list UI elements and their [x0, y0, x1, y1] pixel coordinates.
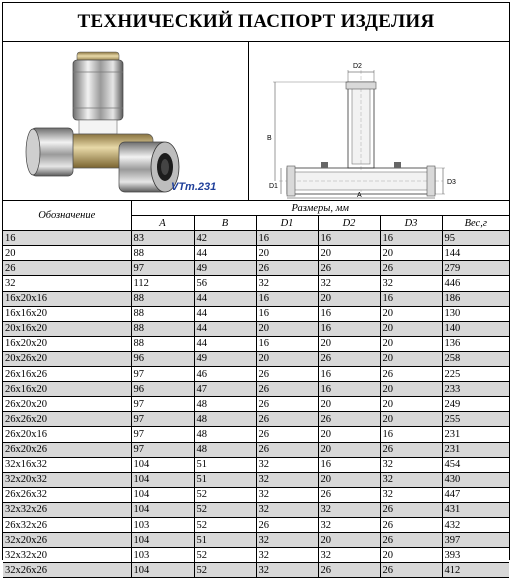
- value-cell: 26: [380, 367, 442, 382]
- value-cell: 103: [131, 548, 194, 563]
- value-cell: 95: [442, 231, 509, 246]
- technical-drawing: [249, 42, 509, 200]
- value-cell: 48: [194, 397, 256, 412]
- tee-dimension-diagram: [249, 42, 509, 200]
- column-header: A: [131, 216, 194, 231]
- value-cell: 48: [194, 442, 256, 457]
- label-d2: D2: [353, 63, 362, 70]
- value-cell: 26: [380, 533, 442, 548]
- value-cell: 233: [442, 382, 509, 397]
- designation-cell: 20x26x20: [3, 351, 131, 366]
- value-cell: 88: [131, 246, 194, 261]
- value-cell: 32: [318, 276, 380, 291]
- value-cell: 32: [256, 502, 318, 517]
- dimensions-header: Размеры, мм: [131, 201, 509, 216]
- designation-cell: 16x20x20: [3, 336, 131, 351]
- value-cell: 32: [256, 276, 318, 291]
- value-cell: 393: [442, 548, 509, 563]
- table-row: [3, 548, 509, 563]
- value-cell: 88: [131, 321, 194, 336]
- value-cell: 225: [442, 367, 509, 382]
- value-cell: 16: [318, 306, 380, 321]
- value-cell: 26: [380, 502, 442, 517]
- table-row: [3, 533, 509, 548]
- value-cell: 52: [194, 502, 256, 517]
- value-cell: 20: [256, 321, 318, 336]
- document-title: ТЕХНИЧЕСКИЙ ПАСПОРТ ИЗДЕЛИЯ: [3, 3, 509, 42]
- designation-cell: 32x20x26: [3, 533, 131, 548]
- product-passport: [2, 2, 510, 576]
- product-photo: [3, 42, 249, 200]
- value-cell: 32: [318, 548, 380, 563]
- value-cell: 96: [131, 351, 194, 366]
- table-row: [3, 351, 509, 366]
- value-cell: 446: [442, 276, 509, 291]
- value-cell: 140: [442, 321, 509, 336]
- value-cell: 32: [380, 487, 442, 502]
- value-cell: 20: [256, 351, 318, 366]
- table-row: [3, 427, 509, 442]
- value-cell: 32: [318, 517, 380, 532]
- product-images: [3, 42, 509, 201]
- value-cell: 255: [442, 412, 509, 427]
- table-row: [3, 517, 509, 532]
- table-row: [3, 261, 509, 276]
- value-cell: 96: [131, 382, 194, 397]
- table-row: [3, 472, 509, 487]
- value-cell: 447: [442, 487, 509, 502]
- value-cell: 97: [131, 442, 194, 457]
- value-cell: 26: [256, 427, 318, 442]
- value-cell: 32: [256, 533, 318, 548]
- value-cell: 97: [131, 261, 194, 276]
- value-cell: 26: [318, 412, 380, 427]
- designation-cell: 26x26x32: [3, 487, 131, 502]
- value-cell: 20: [380, 336, 442, 351]
- value-cell: 32: [318, 502, 380, 517]
- column-header: D1: [256, 216, 318, 231]
- value-cell: 52: [194, 517, 256, 532]
- column-header: D3: [380, 216, 442, 231]
- value-cell: 412: [442, 563, 509, 578]
- value-cell: 130: [442, 306, 509, 321]
- designation-cell: 16x16x20: [3, 306, 131, 321]
- value-cell: 32: [256, 563, 318, 578]
- value-cell: 16: [380, 291, 442, 306]
- value-cell: 16: [256, 231, 318, 246]
- designation-cell: 16x20x16: [3, 291, 131, 306]
- table-row: [3, 563, 509, 578]
- designation-cell: 20x16x20: [3, 321, 131, 336]
- value-cell: 431: [442, 502, 509, 517]
- value-cell: 56: [194, 276, 256, 291]
- designation-cell: 26x20x16: [3, 427, 131, 442]
- value-cell: 88: [131, 291, 194, 306]
- value-cell: 20: [380, 246, 442, 261]
- value-cell: 20: [318, 427, 380, 442]
- table-row: [3, 382, 509, 397]
- designation-cell: 32x32x26: [3, 502, 131, 517]
- value-cell: 104: [131, 563, 194, 578]
- value-cell: 20: [318, 291, 380, 306]
- table-row: [3, 412, 509, 427]
- value-cell: 397: [442, 533, 509, 548]
- table-row: [3, 397, 509, 412]
- table-row: [3, 367, 509, 382]
- value-cell: 26: [256, 412, 318, 427]
- value-cell: 26: [380, 517, 442, 532]
- value-cell: 51: [194, 457, 256, 472]
- value-cell: 26: [380, 261, 442, 276]
- value-cell: 20: [256, 246, 318, 261]
- value-cell: 16: [256, 336, 318, 351]
- designation-cell: 32x26x26: [3, 563, 131, 578]
- value-cell: 20: [318, 442, 380, 457]
- value-cell: 47: [194, 382, 256, 397]
- value-cell: 20: [318, 246, 380, 261]
- value-cell: 52: [194, 548, 256, 563]
- value-cell: 20: [318, 397, 380, 412]
- value-cell: 48: [194, 412, 256, 427]
- value-cell: 136: [442, 336, 509, 351]
- table-row: [3, 321, 509, 336]
- designation-header: Обозначение: [3, 201, 131, 231]
- value-cell: 20: [380, 351, 442, 366]
- value-cell: 44: [194, 321, 256, 336]
- value-cell: 186: [442, 291, 509, 306]
- value-cell: 104: [131, 457, 194, 472]
- dimensions-table: [3, 201, 509, 578]
- value-cell: 16: [318, 382, 380, 397]
- value-cell: 112: [131, 276, 194, 291]
- value-cell: 26: [380, 442, 442, 457]
- value-cell: 16: [318, 457, 380, 472]
- table-row: [3, 231, 509, 246]
- designation-cell: 26x16x26: [3, 367, 131, 382]
- value-cell: 231: [442, 427, 509, 442]
- value-cell: 44: [194, 336, 256, 351]
- designation-cell: 20: [3, 246, 131, 261]
- value-cell: 32: [256, 472, 318, 487]
- value-cell: 16: [380, 231, 442, 246]
- value-cell: 454: [442, 457, 509, 472]
- designation-cell: 32x20x32: [3, 472, 131, 487]
- value-cell: 26: [256, 517, 318, 532]
- value-cell: 88: [131, 336, 194, 351]
- label-b: B: [267, 135, 272, 142]
- value-cell: 51: [194, 472, 256, 487]
- value-cell: 44: [194, 306, 256, 321]
- designation-cell: 16: [3, 231, 131, 246]
- value-cell: 104: [131, 533, 194, 548]
- value-cell: 20: [380, 306, 442, 321]
- column-header: Вес,г: [442, 216, 509, 231]
- value-cell: 104: [131, 487, 194, 502]
- value-cell: 44: [194, 246, 256, 261]
- value-cell: 16: [256, 306, 318, 321]
- value-cell: 20: [318, 533, 380, 548]
- table-row: [3, 291, 509, 306]
- table-row: [3, 276, 509, 291]
- value-cell: 44: [194, 291, 256, 306]
- value-cell: 249: [442, 397, 509, 412]
- table-row: [3, 487, 509, 502]
- table-row: [3, 336, 509, 351]
- value-cell: 20: [318, 336, 380, 351]
- value-cell: 432: [442, 517, 509, 532]
- value-cell: 144: [442, 246, 509, 261]
- label-a: A: [357, 192, 362, 199]
- value-cell: 26: [318, 563, 380, 578]
- model-number: VTm.231: [171, 181, 217, 193]
- value-cell: 16: [256, 291, 318, 306]
- value-cell: 20: [380, 397, 442, 412]
- value-cell: 32: [256, 548, 318, 563]
- column-header: D2: [318, 216, 380, 231]
- value-cell: 26: [256, 367, 318, 382]
- value-cell: 26: [256, 261, 318, 276]
- table-row: [3, 246, 509, 261]
- designation-cell: 26x20x20: [3, 397, 131, 412]
- tee-fitting-illustration: [3, 42, 248, 200]
- value-cell: 20: [318, 472, 380, 487]
- designation-cell: 26x32x26: [3, 517, 131, 532]
- column-header: B: [194, 216, 256, 231]
- value-cell: 103: [131, 517, 194, 532]
- value-cell: 88: [131, 306, 194, 321]
- value-cell: 46: [194, 367, 256, 382]
- value-cell: 49: [194, 261, 256, 276]
- value-cell: 51: [194, 533, 256, 548]
- value-cell: 26: [318, 351, 380, 366]
- value-cell: 20: [380, 321, 442, 336]
- value-cell: 16: [380, 427, 442, 442]
- value-cell: 104: [131, 502, 194, 517]
- value-cell: 20: [380, 548, 442, 563]
- value-cell: 49: [194, 351, 256, 366]
- table-row: [3, 457, 509, 472]
- value-cell: 16: [318, 231, 380, 246]
- designation-cell: 32x32x20: [3, 548, 131, 563]
- designation-cell: 32: [3, 276, 131, 291]
- value-cell: 32: [256, 487, 318, 502]
- value-cell: 48: [194, 427, 256, 442]
- value-cell: 26: [318, 487, 380, 502]
- value-cell: 32: [380, 457, 442, 472]
- value-cell: 16: [318, 321, 380, 336]
- value-cell: 52: [194, 563, 256, 578]
- table-row: [3, 502, 509, 517]
- value-cell: 97: [131, 427, 194, 442]
- table-row: [3, 442, 509, 457]
- designation-cell: 26x16x20: [3, 382, 131, 397]
- designation-cell: 26x26x20: [3, 412, 131, 427]
- value-cell: 16: [318, 367, 380, 382]
- table-row: [3, 306, 509, 321]
- designation-cell: 26: [3, 261, 131, 276]
- value-cell: 52: [194, 487, 256, 502]
- label-d3: D3: [447, 179, 456, 186]
- value-cell: 279: [442, 261, 509, 276]
- value-cell: 32: [380, 276, 442, 291]
- value-cell: 430: [442, 472, 509, 487]
- value-cell: 97: [131, 367, 194, 382]
- value-cell: 258: [442, 351, 509, 366]
- value-cell: 20: [380, 382, 442, 397]
- value-cell: 42: [194, 231, 256, 246]
- value-cell: 104: [131, 472, 194, 487]
- value-cell: 97: [131, 412, 194, 427]
- value-cell: 26: [380, 563, 442, 578]
- value-cell: 231: [442, 442, 509, 457]
- designation-cell: 32x16x32: [3, 457, 131, 472]
- value-cell: 97: [131, 397, 194, 412]
- value-cell: 32: [256, 457, 318, 472]
- designation-cell: 26x20x26: [3, 442, 131, 457]
- value-cell: 32: [380, 472, 442, 487]
- value-cell: 20: [380, 412, 442, 427]
- value-cell: 83: [131, 231, 194, 246]
- value-cell: 26: [256, 397, 318, 412]
- label-d1: D1: [269, 183, 278, 190]
- table-body: [3, 231, 509, 578]
- value-cell: 26: [318, 261, 380, 276]
- value-cell: 26: [256, 442, 318, 457]
- value-cell: 26: [256, 382, 318, 397]
